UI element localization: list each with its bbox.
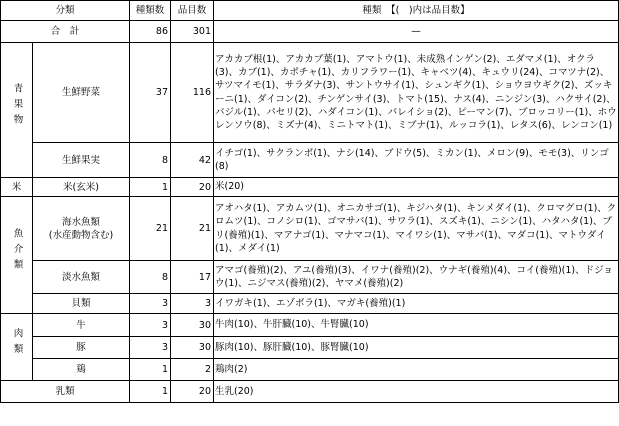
row-items: 116 (171, 43, 214, 143)
row-sub: 海水魚類 (水産動物含む) (33, 197, 130, 261)
total-kinds: 86 (130, 21, 171, 43)
row-kinds: 1 (130, 381, 171, 403)
row-items: 30 (171, 314, 214, 337)
header-types: 種類 【( )内は品目数】 (214, 1, 619, 21)
row-sub: 生鮮果実 (33, 143, 130, 178)
table-row (1, 261, 619, 294)
row-items: 42 (171, 143, 214, 178)
row-kinds: 8 (130, 143, 171, 178)
row-types: 牛肉(10)、牛肝臓(10)、牛腎臓(10) (214, 314, 619, 337)
row-items: 20 (171, 381, 214, 403)
row-sub: 淡水魚類 (33, 261, 130, 294)
table-row (1, 337, 619, 359)
table-row (1, 314, 619, 337)
header-kinds: 種類数 (130, 1, 171, 21)
table-row (1, 381, 619, 403)
group-gyokai: 魚介類 (1, 197, 33, 314)
total-row (1, 21, 619, 43)
row-kinds: 1 (130, 178, 171, 197)
table-row (1, 178, 619, 197)
header-items: 品目数 (171, 1, 214, 21)
row-types: イワガキ(1)、エゾボラ(1)、マガキ(養殖)(1) (214, 294, 619, 314)
row-sub: 豚 (33, 337, 130, 359)
row-kinds: 3 (130, 314, 171, 337)
row-items: 21 (171, 197, 214, 261)
group-seika: 青果物 (1, 43, 33, 178)
group-niku: 肉類 (1, 314, 33, 381)
row-items: 3 (171, 294, 214, 314)
header-category: 分類 (1, 1, 130, 21)
row-sub: 乳類 (1, 381, 130, 403)
row-kinds: 8 (130, 261, 171, 294)
row-kinds: 21 (130, 197, 171, 261)
row-types: 生乳(20) (214, 381, 619, 403)
header-row (1, 1, 619, 21)
row-sub: 貝類 (33, 294, 130, 314)
total-types: — (214, 21, 619, 43)
table-row (1, 197, 619, 261)
row-types: アカカブ根(1)、アカカブ葉(1)、アマトウ(1)、未成熟インゲン(2)、エダマメ(1)、オクラ(3)、カブ(1)、カボチャ(1)、カリフラワー(1)、キャベツ(4)、キュウリ(24)、コマツナ(2)、サツマイモ(1)、サラダナ(3)、サントウサイ(1)、シュンギク(1)、ショウヨウギク(2)、ズッキーニ(1)、ダイコン(2)、チンゲンサイ(3)、トマト(15)、ナス(4)、ニンジン(3)、ハクサイ(2)、バジル(1)、パセリ(2)、ハダイコン(1)、バレイショ(2)、ピーマン(7)、ブロッコリー(1)、ホウレンソウ(8)、ミズナ(4)、ミニトマト(1)、ミブナ(1)、ルッコラ(1)、レタス(6)、レンコン(1) (214, 43, 619, 143)
table-row (1, 359, 619, 381)
table-row (1, 143, 619, 178)
row-items: 30 (171, 337, 214, 359)
row-types: アマゴ(養殖)(2)、アユ(養殖)(3)、イワナ(養殖)(2)、ウナギ(養殖)(4)、コイ(養殖)(1)、ドジョウ(1)、ニジマス(養殖)(2)、ヤマメ(養殖)(2) (214, 261, 619, 294)
row-sub: 米(玄米) (33, 178, 130, 197)
table-row (1, 43, 619, 143)
row-types: アオハタ(1)、アカムツ(1)、オニカサゴ(1)、キジハタ(1)、キンメダイ(1)、クロマグロ(1)、クロムツ(1)、コノシロ(1)、ゴマサバ(1)、サワラ(1)、スズキ(1)、ニシン(1)、ハタハタ(1)、ブリ(養殖)(1)、マアナゴ(1)、マナマコ(1)、マイワシ(1)、マサバ(1)、マダコ(1)、マトウダイ(1)、メダイ(1) (214, 197, 619, 261)
row-types: 米(20) (214, 178, 619, 197)
table-row (1, 294, 619, 314)
row-sub: 鶏 (33, 359, 130, 381)
row-items: 2 (171, 359, 214, 381)
row-kinds: 3 (130, 294, 171, 314)
row-items: 17 (171, 261, 214, 294)
row-kinds: 37 (130, 43, 171, 143)
row-types: 豚肉(10)、豚肝臓(10)、豚腎臓(10) (214, 337, 619, 359)
row-sub: 牛 (33, 314, 130, 337)
group-kome: 米 (1, 178, 33, 197)
row-kinds: 1 (130, 359, 171, 381)
row-types: イチゴ(1)、サクランボ(1)、ナシ(14)、ブドウ(5)、ミカン(1)、メロン(9)、モモ(3)、リンゴ(8) (214, 143, 619, 178)
total-label: 合 計 (1, 21, 130, 43)
row-types: 鶏肉(2) (214, 359, 619, 381)
row-kinds: 3 (130, 337, 171, 359)
total-items: 301 (171, 21, 214, 43)
row-sub: 生鮮野菜 (33, 43, 130, 143)
row-items: 20 (171, 178, 214, 197)
